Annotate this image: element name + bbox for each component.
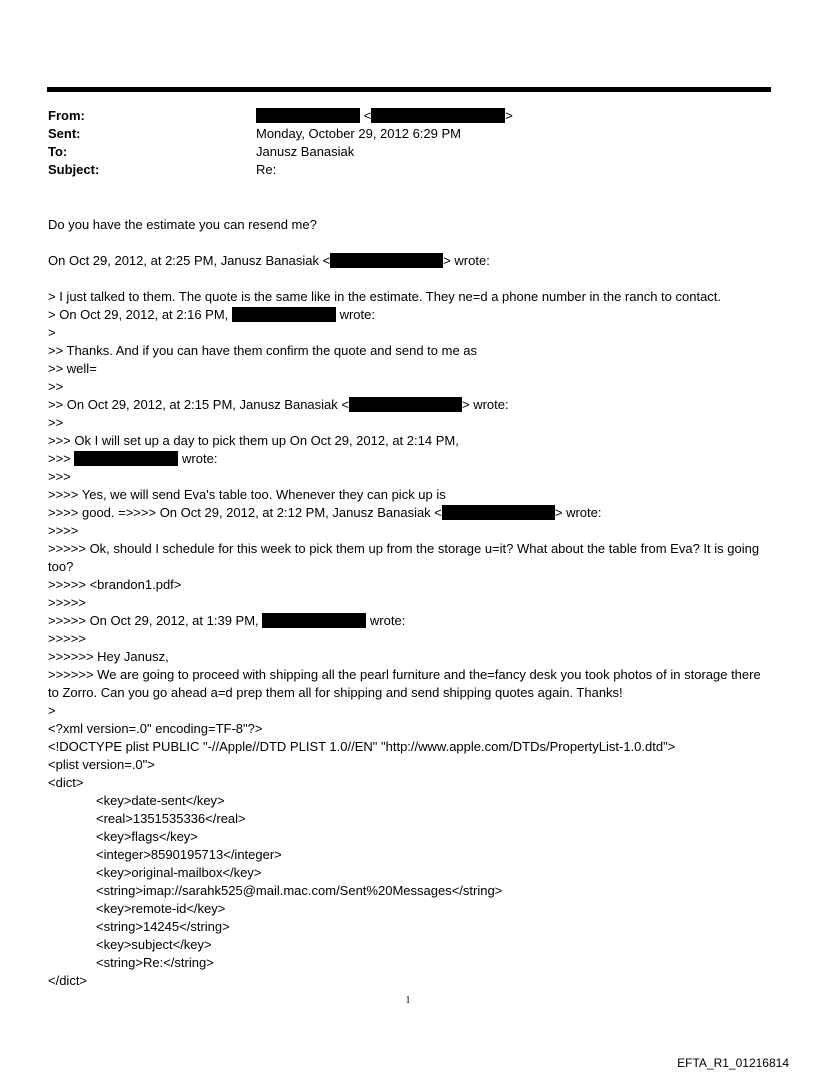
body-line: <key>remote-id</key> — [96, 901, 226, 916]
body-line: <key>date-sent</key> — [96, 793, 225, 808]
redaction-box — [232, 307, 336, 322]
body-line: >> well= — [48, 361, 97, 376]
redaction-box — [262, 613, 366, 628]
redaction-box — [371, 108, 505, 123]
body-line: Do you have the estimate you can resend me? — [48, 217, 317, 232]
subject-value: Re: — [256, 162, 277, 177]
from-value: < > — [256, 107, 513, 125]
redaction-box — [256, 108, 360, 123]
body-line: > — [48, 703, 56, 718]
body-line: >> Thanks. And if you can have them confirm the quote and send to me as — [48, 343, 478, 358]
body-line: >> — [48, 415, 64, 430]
body-line: >>>>>> We are going to proceed with shipping all the pearl furniture and the=fancy desk you took photos of in storage there to Zorro. Can you go ahead a=d prep them all for shipping and send shipping quotes again. Thanks! — [48, 667, 765, 700]
body-line: <string>imap://sarahk525@mail.mac.com/Sent%20Messages</string> — [96, 883, 503, 898]
body-line: On Oct 29, 2012, at 2:25 PM, Janusz Banasiak < > wrote: — [48, 253, 490, 268]
subject-label: Subject: — [48, 162, 100, 177]
body-line: <plist version=.0"> — [48, 757, 155, 772]
body-line: >>> wrote: — [48, 451, 218, 466]
redaction-box — [330, 253, 443, 268]
redaction-box — [442, 505, 555, 520]
body-line: > I just talked to them. The quote is the same like in the estimate. They ne=d a phone number in the ranch to contact. — [48, 289, 722, 304]
body-line: >>>>> — [48, 631, 86, 646]
bates-number: EFTA_R1_01216814 — [677, 1056, 789, 1070]
body-line: > — [48, 325, 56, 340]
body-line: <!DOCTYPE plist PUBLIC "-//Apple//DTD PLIST 1.0//EN" "http://www.apple.com/DTDs/PropertyList-1.0.dtd"> — [48, 739, 676, 754]
body-line: <real>1351535336</real> — [96, 811, 246, 826]
body-line: >>> — [48, 469, 71, 484]
from-label: From: — [48, 108, 85, 123]
to-label: To: — [48, 144, 68, 159]
body-line: <string>Re:</string> — [96, 955, 214, 970]
body-line: >> On Oct 29, 2012, at 2:15 PM, Janusz Banasiak < > wrote: — [48, 397, 509, 412]
body-line: >>>>> — [48, 595, 86, 610]
redaction-box — [349, 397, 462, 412]
body-line: >>>> — [48, 523, 79, 538]
body-line: <string>14245</string> — [96, 919, 230, 934]
sent-label: Sent: — [48, 126, 81, 141]
body-line: >>>> Yes, we will send Eva's table too. Whenever they can pick up is — [48, 487, 446, 502]
body-line: > On Oct 29, 2012, at 2:16 PM, wrote: — [48, 307, 375, 322]
body-line: </dict> — [48, 973, 88, 988]
sent-value: Monday, October 29, 2012 6:29 PM — [256, 126, 461, 141]
body-line: <key>original-mailbox</key> — [96, 865, 262, 880]
body-line: >>> Ok I will set up a day to pick them up On Oct 29, 2012, at 2:14 PM, — [48, 433, 459, 448]
body-line: <?xml version=.0" encoding=TF-8"?> — [48, 721, 263, 736]
redaction-box — [74, 451, 178, 466]
body-line: >>>>> Ok, should I schedule for this week to pick them up from the storage u=it? What about the table from Eva? It is going too? — [48, 541, 763, 574]
body-line: <key>flags</key> — [96, 829, 198, 844]
to-value: Janusz Banasiak — [256, 144, 355, 159]
body-line: <key>subject</key> — [96, 937, 212, 952]
page-number: 1 — [405, 995, 411, 1006]
body-line: >> — [48, 379, 64, 394]
header-rule — [47, 87, 771, 92]
body-line: >>>>> <brandon1.pdf> — [48, 577, 182, 592]
body-line: <integer>8590195713</integer> — [96, 847, 282, 862]
body-line: >>>>> On Oct 29, 2012, at 1:39 PM, wrote: — [48, 613, 406, 628]
email-body — [48, 216, 768, 990]
body-line: <dict> — [48, 775, 84, 790]
body-line: >>>> good. =>>>> On Oct 29, 2012, at 2:12 PM, Janusz Banasiak < > wrote: — [48, 505, 602, 520]
body-line: >>>>>> Hey Janusz, — [48, 649, 169, 664]
